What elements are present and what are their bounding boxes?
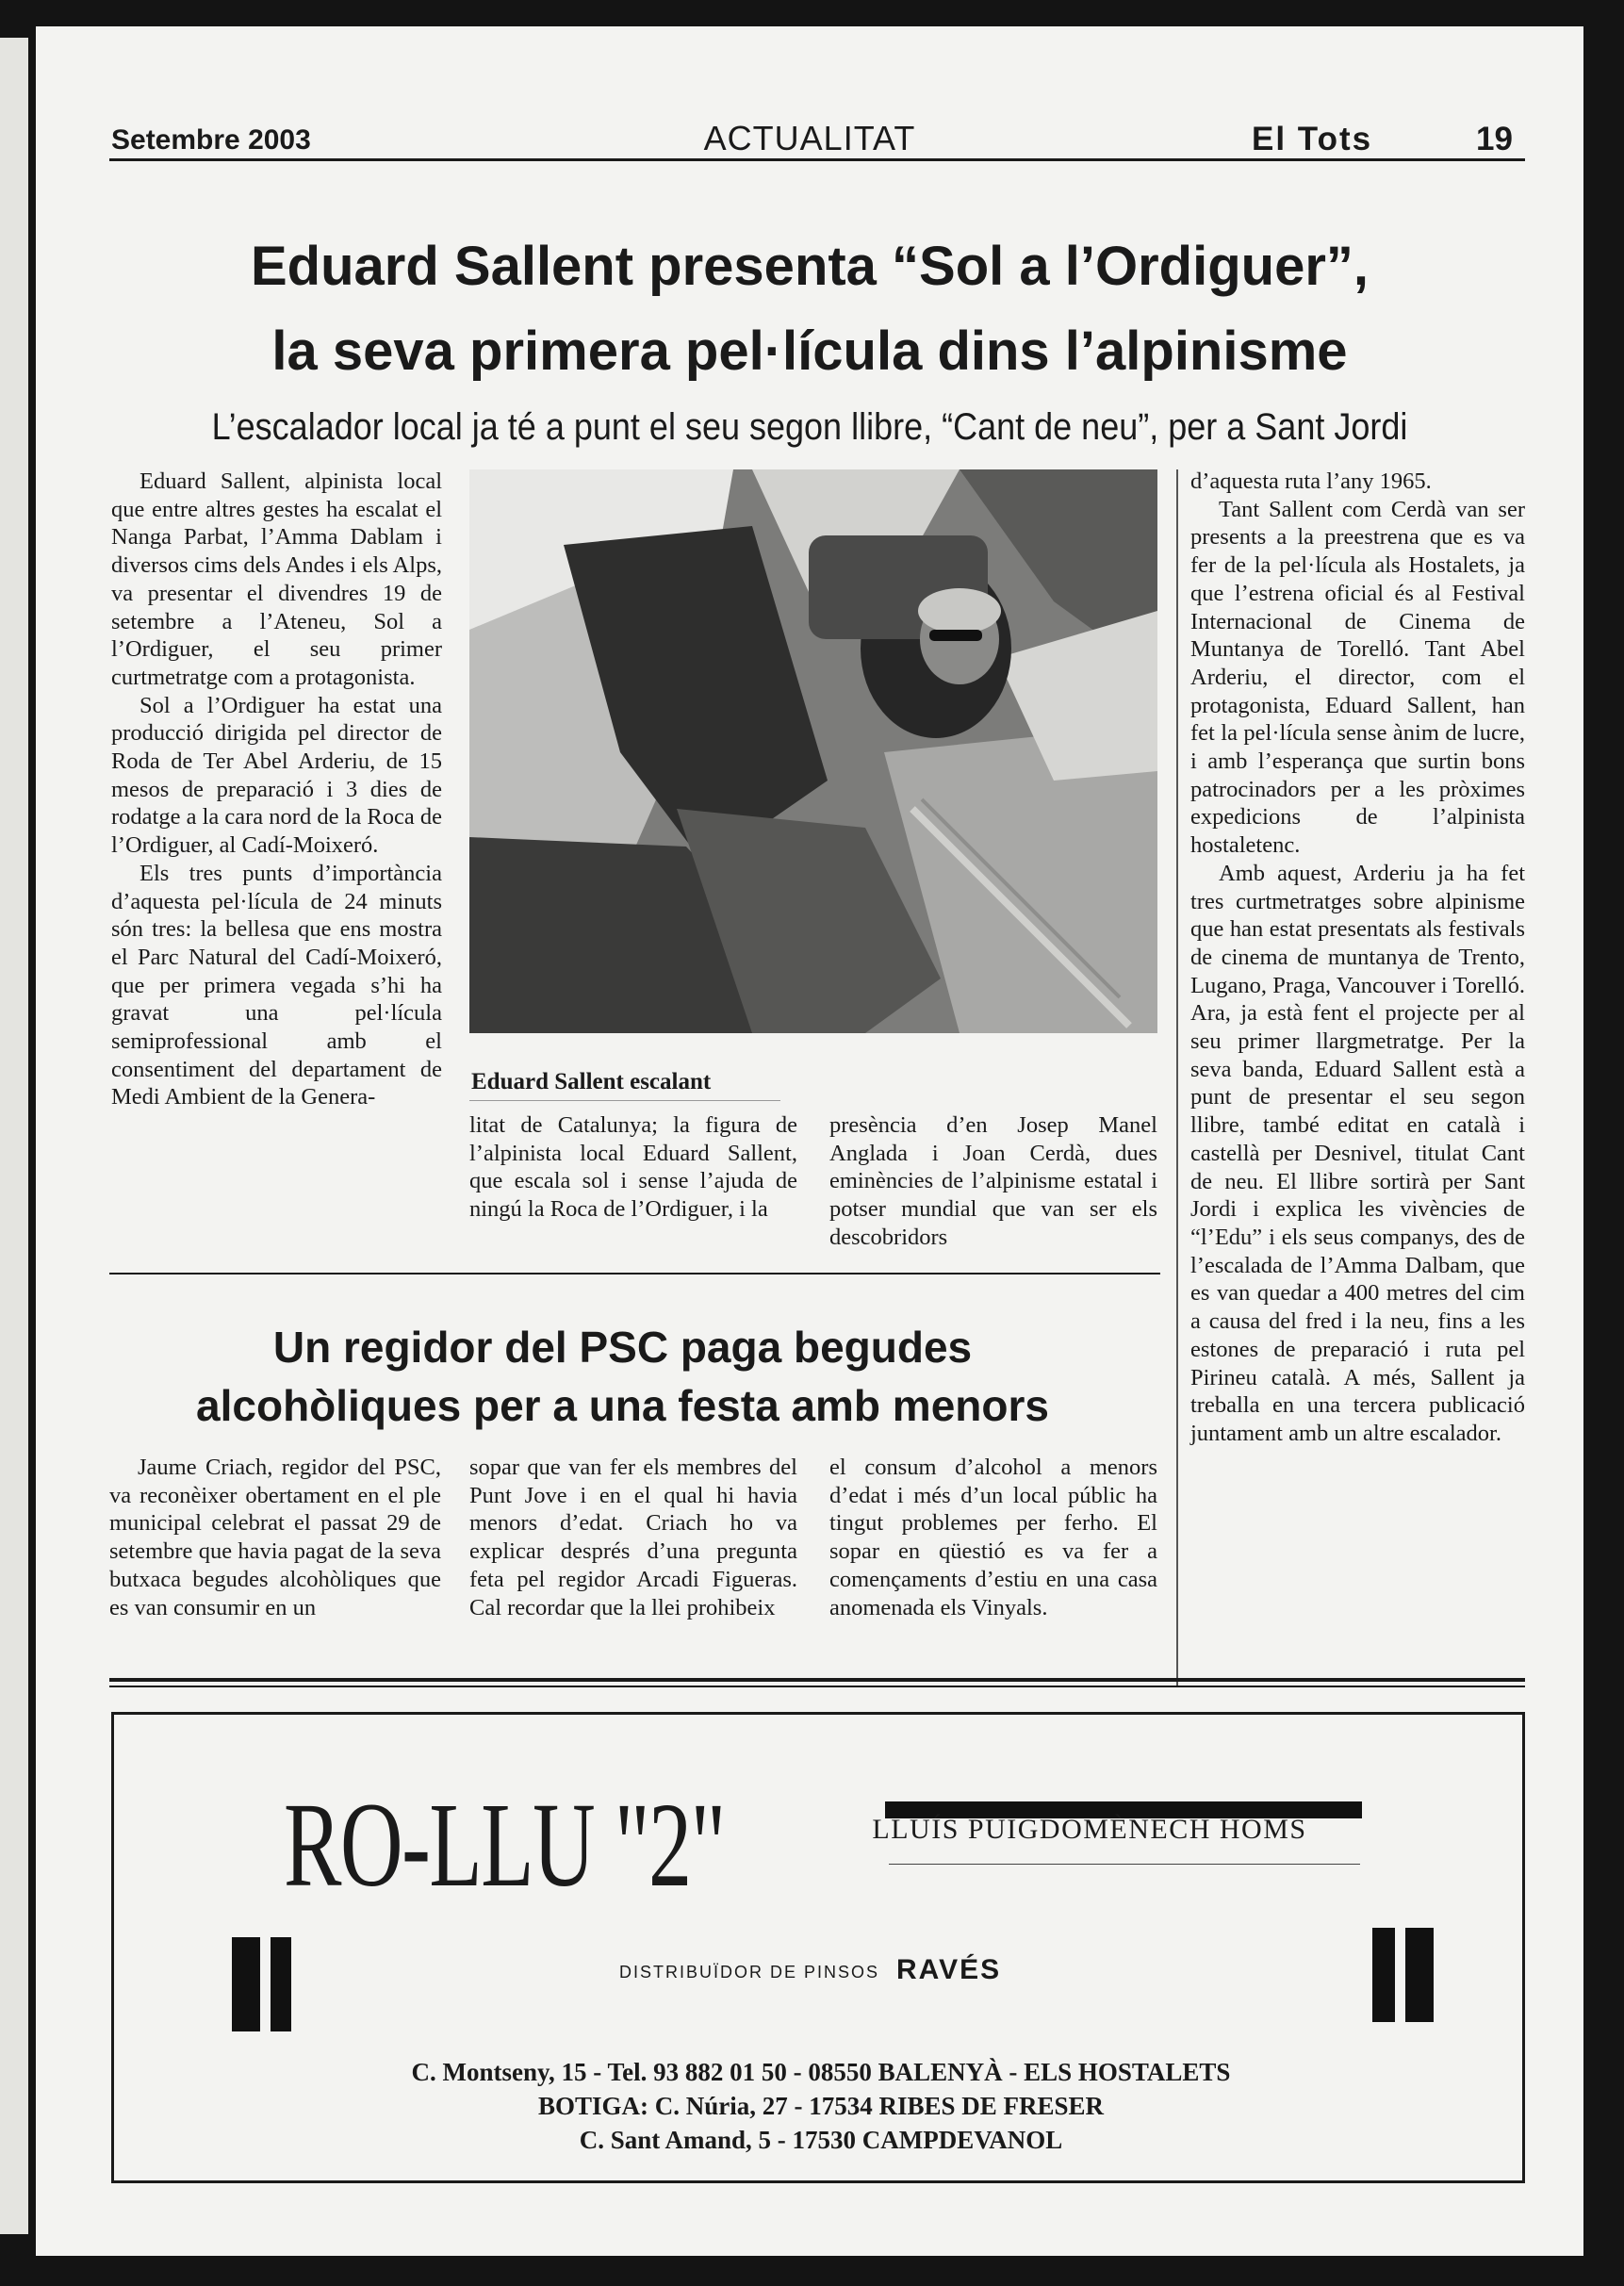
article2-column-2: [469, 1454, 797, 1621]
article1-paragraph: presència d’en Josep Manel Anglada i Joan Cerdà, dues eminències de l’alpinisme estatal i potser mundial que van ser els descobridors: [829, 1112, 1157, 1250]
advert-address-1: C. Montseny, 15 - Tel. 93 882 01 50 - 08550 BALENYÀ - ELS HOSTALETS: [411, 2058, 1231, 2086]
article1-paragraph: Amb aquest, Arderiu ja ha fet tres curtmetratges sobre alpinisme que han estat presentats als festivals de cinema de muntanya de Trento, Lugano, Praga, Vancouver i Torelló. Ara, ja està fent el projecte per al seu primer llargmetratge. Per la seva banda, Eduard Sallent està a punt de presentar el seu segon llibre, també editat en català i castellà per Desnivel, titulat Cant de neu. El llibre sortirà per Sant Jordi i explica les vivències de “l’Edu” i els seus companys, des de l’escalada de l’Amma Dalbam, que es van quedar a 400 metres del cim a causa del fred i la neu, fins a les estones de preparació i ruta pel Pirineu català. A més, Sallent ja treballa en una tercera publicació juntament amb un altre escalador.: [1190, 860, 1525, 1446]
header-rule: [109, 158, 1525, 161]
advertisement: [111, 1712, 1525, 2183]
article2-headline: Un regidor del PSC paga begudes alcohòliques per a una festa amb menors: [196, 1323, 1049, 1430]
advert-address-3: C. Sant Amand, 5 - 17530 CAMPDEVANOL: [579, 2126, 1063, 2154]
caption-rule: [469, 1100, 780, 1101]
advert-left-bar-2: [271, 1937, 291, 2031]
advert-top-rule-thin: [109, 1686, 1525, 1687]
article1-paragraph: d’aquesta ruta l’any 1965.: [1190, 469, 1432, 494]
advert-top-rule: [109, 1678, 1525, 1682]
newspaper-page: [36, 26, 1583, 2256]
advert-logo: RO-LLU "2": [284, 1778, 725, 1912]
article1-column-4: [1190, 468, 1525, 1448]
advert-right-bar-2: [1405, 1928, 1434, 2022]
article1-column-2: [469, 1111, 797, 1224]
photo-caption: Eduard Sallent escalant: [471, 1069, 712, 1094]
article2-paragraph: Jaume Criach, regidor del PSC, va reconèixer obertament en el ple municipal celebrat el passat 29 de setembre que havia pagat de la seva butxaca begudes alcohòliques que es van consumir en un: [109, 1455, 441, 1620]
advert-owner-name: LLUÍS PUIGDOMÈNECH HOMS: [872, 1814, 1307, 1845]
article1-paragraph: Sol a l’Ordiguer ha estat una producció dirigida pel director de Roda de Ter Abel Arderiu, de 15 mesos de preparació i 3 dies de rodatge a la cara nord de la Roca de l’Ordiguer, al Cadí-Moixeró.: [111, 692, 442, 859]
advert-brand: RAVÉS: [896, 1954, 1002, 1985]
article1-paragraph: Tant Sallent com Cerdà van ser presents a la preestrena que es va fer de la pel·lícula als Hostalets, ja que l’estrena oficial és al Festival Internacional de Cinema de Muntanya de Torelló. Tant Abel Arderiu, el director, com el protagonista, Eduard Sallent, han fet la pel·lícula sense ànim de lucre, i amb l’esperança que surtin bons patrocinadors per a les pròximes expedicions de l’alpinista hostaletenc.: [1190, 496, 1525, 859]
column-divider: [1176, 469, 1178, 1686]
advert-right-bar-1: [1372, 1928, 1395, 2022]
header-date: Setembre 2003: [111, 124, 311, 156]
advert-tagline: DISTRIBUÏDOR DE PINSOS: [619, 1963, 880, 1982]
article1-column-3: [829, 1111, 1157, 1252]
article1-subheadline: L’escalador local ja té a punt el seu segon llibre, “Cant de neu”, per a Sant Jordi: [211, 406, 1408, 448]
article-separator-rule: [109, 1273, 1160, 1275]
article2-column-3: [829, 1454, 1157, 1621]
header-section: ACTUALITAT: [703, 119, 916, 157]
article1-headline: Eduard Sallent presenta “Sol a l’Ordiguer”, la seva primera pel·lícula dins l’alpinisme: [250, 236, 1370, 382]
advert-left-bar-1: [232, 1937, 260, 2031]
climber-photo: [469, 469, 1157, 1033]
article2-column-1: [109, 1454, 441, 1621]
article2-paragraph: el consum d’alcohol a menors d’edat i més d’un local públic ha tingut problemes per ferho. El sopar en qüestió es va fer a començaments d’estiu en una casa anomenada els Vinyals.: [829, 1455, 1157, 1620]
advert-name-rule: [889, 1864, 1360, 1865]
article2-paragraph: sopar que van fer els membres del Punt Jove i en el qual hi havia menors d’edat. Criach ho va explicar després d’una pregunta feta pel regidor Arcadi Figueras. Cal recordar que la llei prohibeix: [469, 1455, 797, 1620]
climber-photo-image: [469, 469, 1157, 1033]
header-publication: El Tots: [1252, 121, 1373, 157]
advert-address-2: BOTIGA: C. Núria, 27 - 17534 RIBES DE FRESER: [537, 2092, 1105, 2120]
article1-paragraph: Els tres punts d’importància d’aquesta pel·lícula de 24 minuts són tres: la bellesa que ens mostra el Parc Natural del Cadí-Moixeró, que per primera vegada s’hi ha gravat una pel·lícula semiprofessional amb el consentiment del departament de Medi Ambient de la Genera-: [111, 860, 442, 1110]
article1-column-1: [111, 468, 442, 1111]
page-edge: [0, 38, 28, 2234]
article1-paragraph: Eduard Sallent, alpinista local que entre altres gestes ha escalat el Nanga Parbat, l’Amma Dablam i diversos cims dels Andes i els Alps, va presentar el divendres 19 de setembre a l’Ateneu, Sol a l’Ordiguer, el seu primer curtmetratge com a protagonista.: [111, 469, 442, 690]
page-number: 19: [1476, 121, 1513, 157]
article1-paragraph: litat de Catalunya; la figura de l’alpinista local Eduard Sallent, que escala sol i sense l’ajuda de ningú la Roca de l’Ordiguer, i la: [469, 1112, 797, 1223]
